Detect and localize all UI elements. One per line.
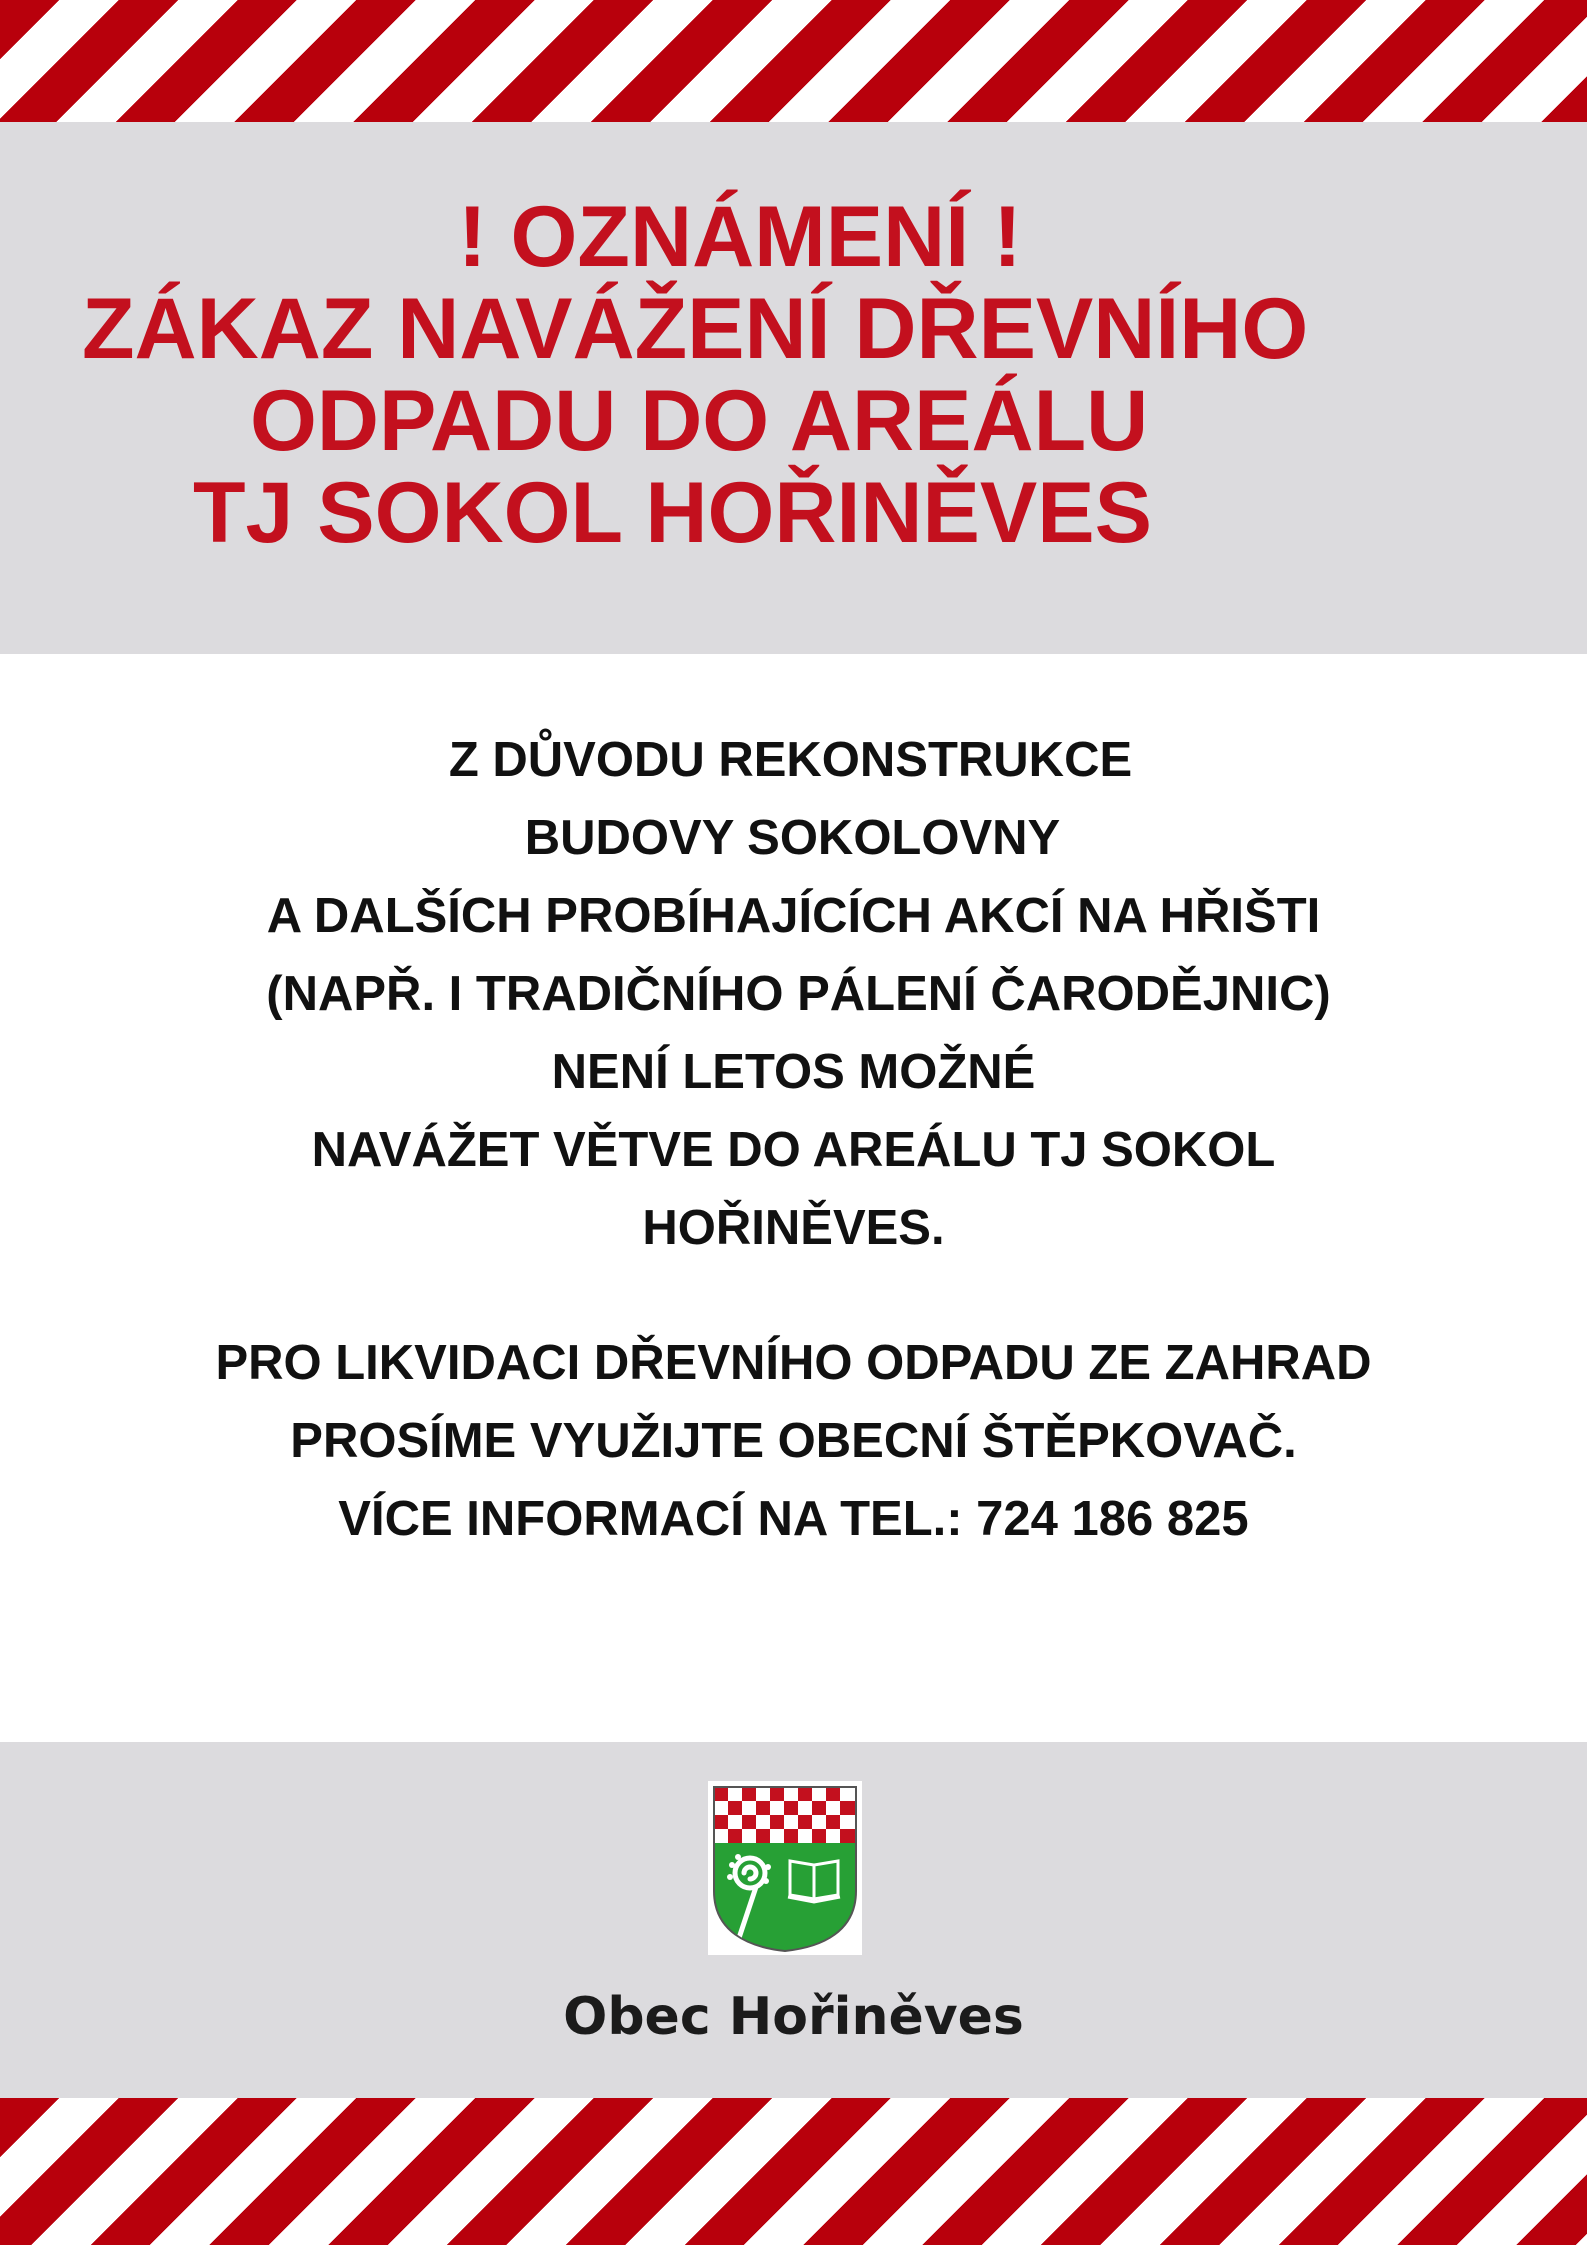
body-text-line: A DALŠÍCH PROBÍHAJÍCÍCH AKCÍ NA HŘIŠTI — [266, 889, 1321, 943]
body-text-line: BUDOVY SOKOLOVNY — [524, 811, 1061, 865]
ban-title-line-2: ODPADU DO AREÁLU — [250, 373, 1149, 469]
contact-phone-line: VÍCE INFORMACÍ NA TEL.: 724 186 825 — [338, 1492, 1249, 1546]
coat-of-arms-icon — [708, 1781, 862, 1955]
body-text-line: PRO LIKVIDACI DŘEVNÍHO ODPADU ZE ZAHRAD — [215, 1336, 1372, 1390]
municipality-name: Obec Hořiněves — [563, 1987, 1024, 2047]
announcement-heading: ! OZNÁMENÍ ! — [458, 189, 1022, 285]
ban-title-line-1: ZÁKAZ NAVÁŽENÍ DŘEVNÍHO — [82, 281, 1309, 377]
body-text-line: (NAPŘ. I TRADIČNÍHO PÁLENÍ ČARODĚJNIC) — [266, 967, 1331, 1021]
body-text-line: NAVÁŽET VĚTVE DO AREÁLU TJ SOKOL — [311, 1123, 1276, 1177]
warning-stripes-bottom — [0, 2098, 1587, 2245]
warning-stripes-top — [0, 0, 1587, 122]
body-text-line: NENÍ LETOS MOŽNÉ — [551, 1045, 1036, 1099]
body-text-line: PROSÍME VYUŽIJTE OBECNÍ ŠTĚPKOVAČ. — [290, 1414, 1297, 1468]
body-text-line: Z DŮVODU REKONSTRUKCE — [448, 733, 1133, 787]
ban-title-line-3: TJ SOKOL HOŘINĚVES — [193, 465, 1152, 561]
body-text-line: HOŘINĚVES. — [642, 1201, 945, 1255]
